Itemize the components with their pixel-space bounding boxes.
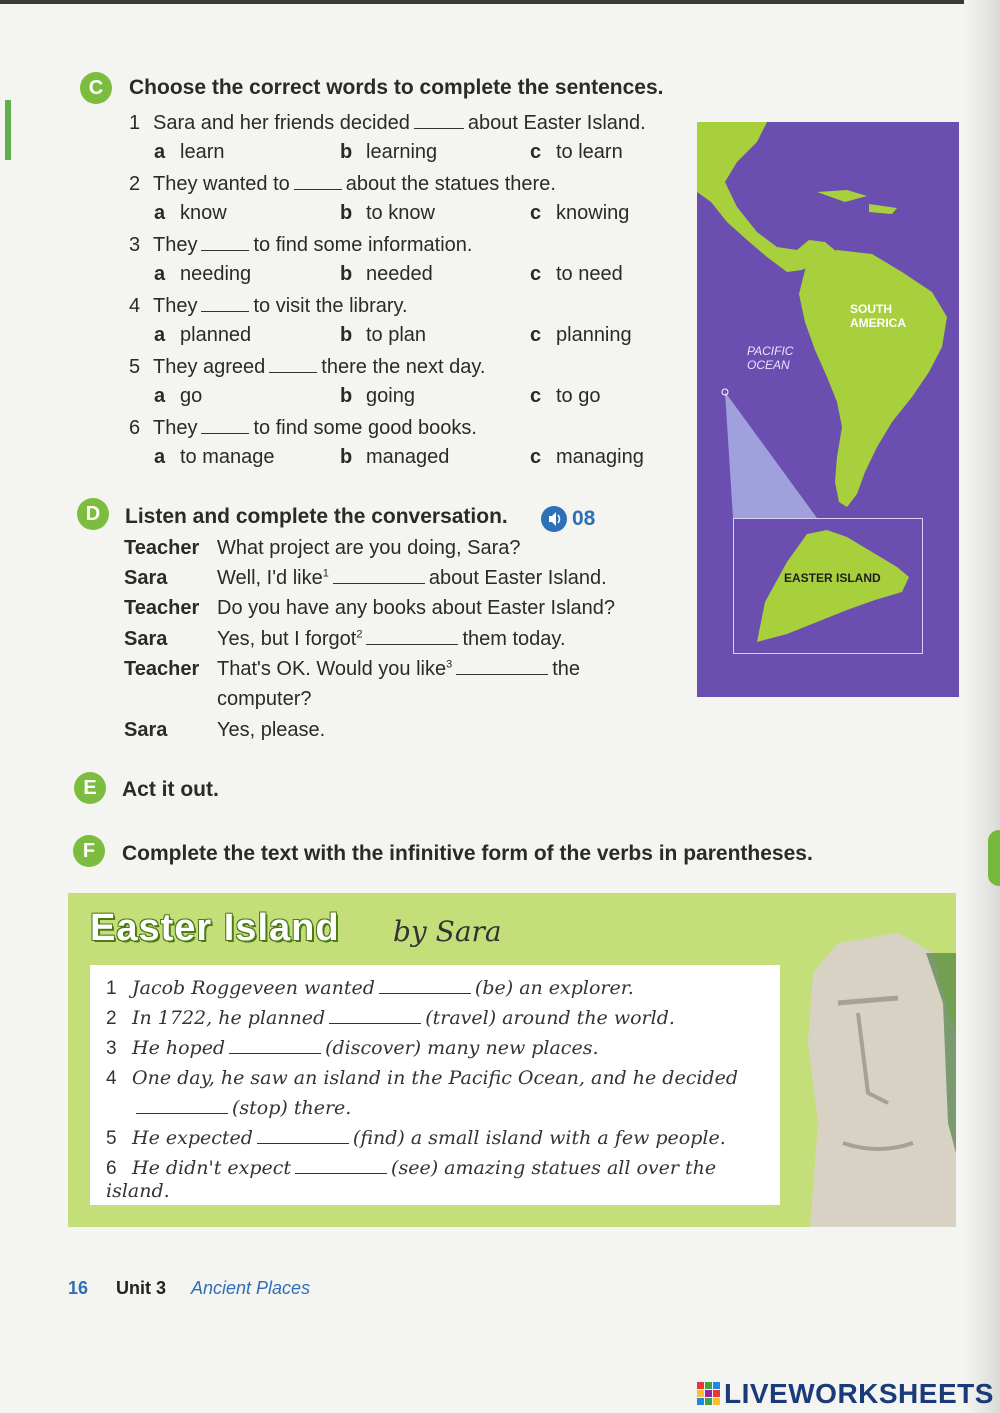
option-text: needing — [180, 263, 252, 285]
option-a[interactable] — [154, 263, 251, 286]
item-answer-blank[interactable] — [379, 992, 471, 994]
option-letter: b — [340, 141, 353, 163]
map-figure — [697, 122, 959, 697]
question-text-after: about Easter Island. — [467, 112, 646, 134]
central-america-land — [697, 122, 837, 272]
option-a[interactable] — [154, 141, 224, 164]
option-text: to learn — [556, 141, 623, 163]
dialogue-line — [217, 628, 566, 651]
speaker-name: Sara — [124, 628, 168, 650]
item-text-after: (travel) around the world. — [425, 1007, 675, 1029]
speaker-name: Teacher — [124, 537, 200, 559]
question-3 — [129, 234, 472, 257]
option-b[interactable] — [340, 202, 435, 225]
south-america-land — [799, 250, 947, 507]
option-text: knowing — [556, 202, 630, 224]
answer-blank[interactable] — [201, 249, 249, 251]
speaker-name: Sara — [124, 719, 168, 741]
option-text: to plan — [366, 324, 427, 346]
item-number: 6 — [106, 1158, 117, 1179]
option-letter: a — [154, 263, 166, 285]
easter-island-inset-frame — [733, 518, 923, 654]
answer-blank[interactable] — [269, 371, 317, 373]
dialogue-text: Do you have any books about Easter Island? — [217, 597, 616, 619]
option-text: managing — [556, 446, 644, 468]
option-letter: b — [340, 385, 353, 407]
dialogue-text-after: them today. — [462, 628, 566, 650]
item-answer-blank[interactable] — [329, 1022, 421, 1024]
question-text-after: about the statues there. — [345, 173, 556, 195]
option-text: go — [180, 385, 203, 407]
exercise-item-4-continued — [132, 1097, 351, 1119]
item-text-before: He didn't expect — [132, 1157, 292, 1179]
question-text-after: to visit the library. — [253, 295, 408, 317]
item-number: 5 — [106, 1128, 117, 1149]
speaker-name: Sara — [124, 567, 168, 589]
dialogue-line — [217, 567, 607, 590]
option-letter: a — [154, 202, 166, 224]
question-text-before: They — [153, 234, 198, 256]
answer-blank[interactable] — [294, 188, 342, 190]
option-text: to need — [556, 263, 623, 285]
option-c[interactable] — [530, 263, 623, 286]
dialogue-line — [217, 597, 615, 620]
option-text: to manage — [180, 446, 275, 468]
dialogue-text-before: Yes, but I forgot — [217, 628, 357, 650]
question-1 — [129, 112, 646, 135]
option-b[interactable] — [340, 446, 449, 469]
exercise-item-1 — [106, 977, 634, 1000]
right-edge-tab — [988, 830, 1000, 886]
option-text: managed — [366, 446, 450, 468]
section-f-badge: F — [73, 835, 105, 867]
dialogue-text-before: That's OK. Would you like — [217, 658, 447, 680]
question-number: 5 — [129, 356, 141, 378]
option-a[interactable] — [154, 385, 202, 408]
option-c[interactable] — [530, 446, 644, 469]
option-c[interactable] — [530, 324, 632, 347]
dialogue-line — [217, 658, 580, 681]
option-text: planning — [556, 324, 632, 346]
option-c[interactable] — [530, 385, 600, 408]
blank-number: 2 — [356, 628, 363, 641]
exercise-item-5 — [106, 1127, 726, 1150]
byline: by Sara — [393, 915, 502, 948]
option-c[interactable] — [530, 141, 623, 164]
item-text-before: In 1722, he planned — [132, 1007, 326, 1029]
question-4 — [129, 295, 408, 318]
option-letter: c — [530, 446, 542, 468]
exercise-card — [90, 965, 780, 1205]
question-2 — [129, 173, 556, 196]
speaker-name: Teacher — [124, 597, 200, 619]
dialogue-answer-blank[interactable] — [333, 582, 425, 584]
option-text: know — [180, 202, 227, 224]
dialogue-answer-blank[interactable] — [456, 673, 548, 675]
option-letter: c — [530, 141, 542, 163]
item-text-after: (discover) many new places. — [325, 1037, 599, 1059]
top-edge-line — [0, 0, 1000, 4]
dialogue-text-after: about Easter Island. — [428, 567, 607, 589]
section-c-title: Choose the correct words to complete the sentences. — [129, 76, 664, 99]
option-text: planned — [180, 324, 252, 346]
option-b[interactable] — [340, 141, 437, 164]
item-text-after: (be) an explorer. — [474, 977, 634, 999]
dialogue-text: What project are you doing, Sara? — [217, 537, 521, 559]
item-text-after: (see) amazing statues all over the island. — [106, 1157, 717, 1202]
option-c[interactable] — [530, 202, 629, 225]
caribbean-islands — [817, 190, 897, 214]
section-d-badge: D — [77, 498, 109, 530]
question-text-before: They — [153, 417, 198, 439]
question-6 — [129, 417, 477, 440]
item-text-before: He expected — [132, 1127, 253, 1149]
option-letter: a — [154, 141, 166, 163]
section-c-badge: C — [80, 72, 112, 104]
option-text: to know — [366, 202, 435, 224]
option-letter: a — [154, 385, 166, 407]
item-number: 2 — [106, 1008, 117, 1029]
question-number: 4 — [129, 295, 141, 317]
item-number: 4 — [106, 1068, 117, 1089]
option-letter: a — [154, 324, 166, 346]
exercise-item-6 — [106, 1157, 780, 1202]
blank-number: 3 — [446, 658, 453, 671]
option-b[interactable] — [340, 263, 433, 286]
item-answer-blank[interactable] — [136, 1112, 228, 1114]
question-text-before: Sara and her friends decided — [153, 112, 410, 134]
speaker-name: Teacher — [124, 658, 200, 680]
dialogue-line — [217, 719, 325, 742]
question-text-after: to find some good books. — [253, 417, 477, 439]
question-text-after: to find some information. — [253, 234, 473, 256]
liveworksheets-logo-icon — [697, 1382, 721, 1406]
unit-label: Unit 3 — [116, 1278, 167, 1298]
item-answer-blank[interactable] — [229, 1052, 321, 1054]
section-e-title: Act it out. — [122, 778, 219, 801]
page-gutter-shadow — [964, 0, 1000, 1413]
left-edge-marker — [5, 100, 11, 160]
exercise-item-2 — [106, 1007, 675, 1030]
exercise-item-4 — [106, 1067, 738, 1090]
question-text-before: They — [153, 295, 198, 317]
dialogue-text-after: the — [552, 658, 581, 680]
item-text-before: He hoped — [132, 1037, 226, 1059]
audio-track-number: 08 — [572, 507, 596, 530]
easter-island-title: Easter Island — [90, 907, 340, 949]
option-text: needed — [366, 263, 433, 285]
question-text-after: there the next day. — [321, 356, 486, 378]
section-f-title: Complete the text with the infinitive form of the verbs in parentheses. — [122, 842, 813, 865]
option-letter: b — [340, 446, 353, 468]
label-pacific-ocean: PACIFIC OCEAN — [747, 344, 794, 372]
label-south-america: SOUTH AMERICA — [850, 302, 906, 330]
dialogue-text: Yes, please. — [217, 719, 326, 741]
blank-number: 1 — [322, 567, 329, 580]
item-answer-blank[interactable] — [257, 1142, 349, 1144]
dialogue-text-before: Well, I'd like — [217, 567, 323, 589]
answer-blank[interactable] — [414, 127, 464, 129]
option-b[interactable] — [340, 324, 426, 347]
option-text: to go — [556, 385, 601, 407]
item-text-before: Jacob Roggeveen wanted — [132, 977, 375, 999]
question-number: 3 — [129, 234, 141, 256]
option-letter: b — [340, 324, 353, 346]
item-number: 1 — [106, 978, 117, 999]
option-a[interactable] — [154, 446, 275, 469]
liveworksheets-watermark: LIVEWORKSHEETS — [724, 1378, 994, 1409]
audio-icon[interactable] — [541, 506, 567, 532]
option-letter: b — [340, 202, 353, 224]
item-text-after: (find) a small island with a few people. — [352, 1127, 726, 1149]
option-text: learn — [180, 141, 225, 163]
option-letter: c — [530, 202, 542, 224]
option-letter: b — [340, 263, 353, 285]
question-text-before: They agreed — [153, 356, 266, 378]
option-letter: c — [530, 324, 542, 346]
option-a[interactable] — [154, 324, 251, 347]
item-text-after: (stop) there. — [232, 1097, 352, 1119]
section-d-title: Listen and complete the conversation. — [125, 505, 508, 528]
option-letter: c — [530, 263, 542, 285]
option-letter: c — [530, 385, 542, 407]
section-e-badge: E — [74, 772, 106, 804]
option-text: learning — [366, 141, 438, 163]
dialogue-line-continued: computer? — [217, 688, 312, 710]
question-5 — [129, 356, 485, 379]
answer-blank[interactable] — [201, 310, 249, 312]
unit-title: Ancient Places — [191, 1278, 311, 1298]
page-number: 16 — [68, 1278, 89, 1298]
option-b[interactable] — [340, 385, 415, 408]
option-a[interactable] — [154, 202, 227, 225]
exercise-item-3 — [106, 1037, 599, 1060]
dialogue-answer-blank[interactable] — [366, 643, 458, 645]
inset-pointer — [725, 392, 817, 518]
option-letter: a — [154, 446, 166, 468]
answer-blank[interactable] — [201, 432, 249, 434]
question-number: 6 — [129, 417, 141, 439]
label-easter-island: EASTER ISLAND — [784, 571, 881, 585]
item-text-before: One day, he saw an island in the Pacific Ocean, and he decided — [132, 1067, 738, 1089]
easter-island-box — [68, 893, 956, 1227]
question-number: 1 — [129, 112, 141, 134]
question-text-before: They wanted to — [153, 173, 290, 195]
item-answer-blank[interactable] — [295, 1172, 387, 1174]
dialogue-line — [217, 537, 521, 560]
option-text: going — [366, 385, 415, 407]
item-number: 3 — [106, 1038, 117, 1059]
question-number: 2 — [129, 173, 141, 195]
